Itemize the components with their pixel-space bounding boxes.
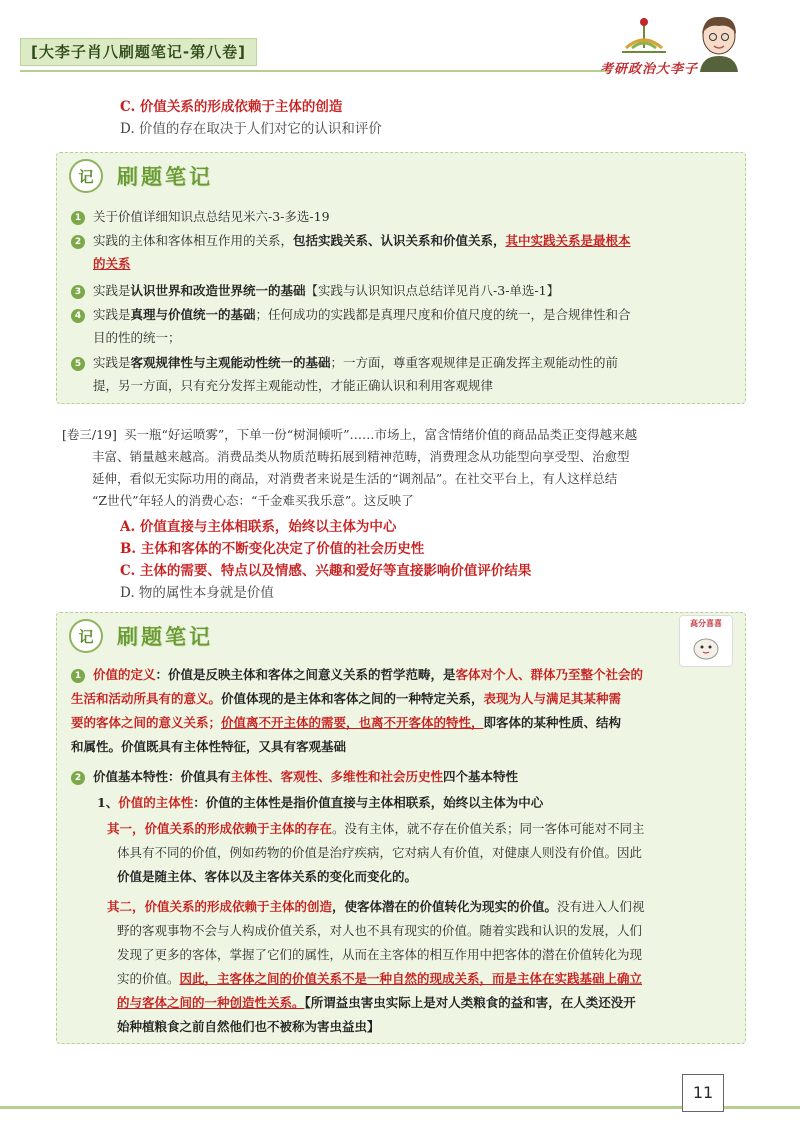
- question-line-1: 买一瓶“好运喷雾”，下单一份“树洞倾听”……市场上，富含情绪价值的商品品类正变得越来越: [124, 427, 638, 442]
- note-icon: 记: [69, 159, 103, 193]
- note1-item-1: 1 关于价值详细知识点总结见米六-3-多选-19: [71, 205, 330, 228]
- note1-item-3: 3 实践是认识世界和改造世界统一的基础【实践与认识知识点总结详见肖八-3-单选-1】: [71, 279, 559, 302]
- note2-point-2: 2 价值基本特性：价值具有主体性、客观性、多维性和社会历史性四个基本特性: [71, 765, 741, 789]
- question-line-2: 丰富、销量越来越高。消费品类从物质范畴拓展到精神范畴，消费理念从功能型向享受型、治愈型: [92, 449, 630, 464]
- note1-item-4: 4 实践是真理与价值统一的基础；任何成功的实践都是真理尺度和价值尺度的统一，是合规律性和合 目的性的统一；: [71, 303, 731, 349]
- option-a: A. 价值直接与主体相联系，始终以主体为中心: [120, 519, 397, 535]
- sticker: 高分喜喜: [679, 615, 733, 667]
- option-d: D. 物的属性本身就是价值: [120, 585, 274, 601]
- avatar: [694, 12, 744, 72]
- note2-point-1: 1 价值的定义：价值是反映主体和客体之间意义关系的哲学范畴，是客体对个人、群体乃至整个社会的 生活和活动所具有的意义。价值体现的是主体和客体之间的一种特定关系，表现为人与满足其某种需 要的客体之间的意义关系；价值离不开主体的需要，也离不开客体的特性，即客体的某种性质、结构 和属性。价值既具有主体性特征，又具有客观基础: [71, 667, 644, 754]
- note-title: 刷题笔记: [117, 165, 213, 189]
- note-box-1: [56, 152, 746, 404]
- question-line-4: “Z世代”年轻人的消费心态：“千金难买我乐意”。这反映了: [92, 493, 414, 508]
- footer-bar: [0, 1092, 800, 1132]
- prev-option-d: D. 价值的存在取决于人们对它的认识和评价: [120, 121, 382, 137]
- note2-sub-1: 1、价值的主体性：价值的主体性是指价值直接与主体相联系，始终以主体为中心: [97, 795, 544, 810]
- note2-sub-2: 其一，价值关系的形成依赖于主体的存在。没有主体，就不存在价值关系；同一客体可能对不同主 体具有不同的价值，例如药物的价值是治疗疾病，它对病人有价值，对健康人则没有价值。因此 价值是随主体、客体以及主客体关系的变化而变化的。: [107, 821, 645, 884]
- sticker-cat-icon: [680, 629, 732, 665]
- note1-item-5: 5 实践是客观规律性与主观能动性统一的基础；一方面，尊重客观规律是正确发挥主观能动性的前 提，另一方面，只有充分发挥主观能动性，才能正确认识和利用客观规律: [71, 351, 731, 397]
- note1-item-2: 2 实践的主体和客体相互作用的关系，包括实践关系、认识关系和价值关系，其中实践关系是最根本 的关系: [71, 229, 731, 275]
- question-label: [卷三/19]: [62, 427, 117, 442]
- note2-sub-3: 其二，价值关系的形成依赖于主体的创造，使客体潜在的价值转化为现实的价值。没有进入人们视 野的客观事物不会与人构成价值关系，对人也不具有现实的价值。随着实践和认识的发展，人们 发现了更多的客体，掌握了它们的属性，从而在主客体的相互作用中把客体的潜在价值转化为现 实的价值。因此，主客体之间的价值关系不是一种自然的现成关系，而是主体在实践基础上确立 的与客体之间的一种创造性关系。【所谓益虫害虫实际上是对人类粮食的益和害，在人类还没开 始种植粮食之前自然他们也不被称为害虫益虫】: [107, 899, 645, 1034]
- note-icon: 记: [69, 619, 103, 653]
- note-title: 刷题笔记: [117, 625, 213, 649]
- header-tag: [大李子肖八刷题笔记-第八卷]: [20, 38, 257, 66]
- header-divider: [20, 70, 610, 72]
- option-b: B. 主体和客体的不断变化决定了价值的社会历史性: [120, 541, 425, 557]
- option-c: C. 主体的需要、特点以及情感、兴趣和爱好等直接影响价值评价结果: [120, 563, 532, 579]
- prev-option-c: C. 价值关系的形成依赖于主体的创造: [120, 99, 343, 115]
- note-box-2: [56, 612, 746, 1044]
- question-line-3: 延伸，看似无实际功用的商品，对消费者来说是生活的“调剂品”。在社交平台上，有人这样总结: [92, 471, 618, 486]
- logo-icon: [614, 14, 674, 58]
- brand-name: 考研政治大李子: [600, 62, 699, 77]
- page-number: 11: [682, 1074, 724, 1112]
